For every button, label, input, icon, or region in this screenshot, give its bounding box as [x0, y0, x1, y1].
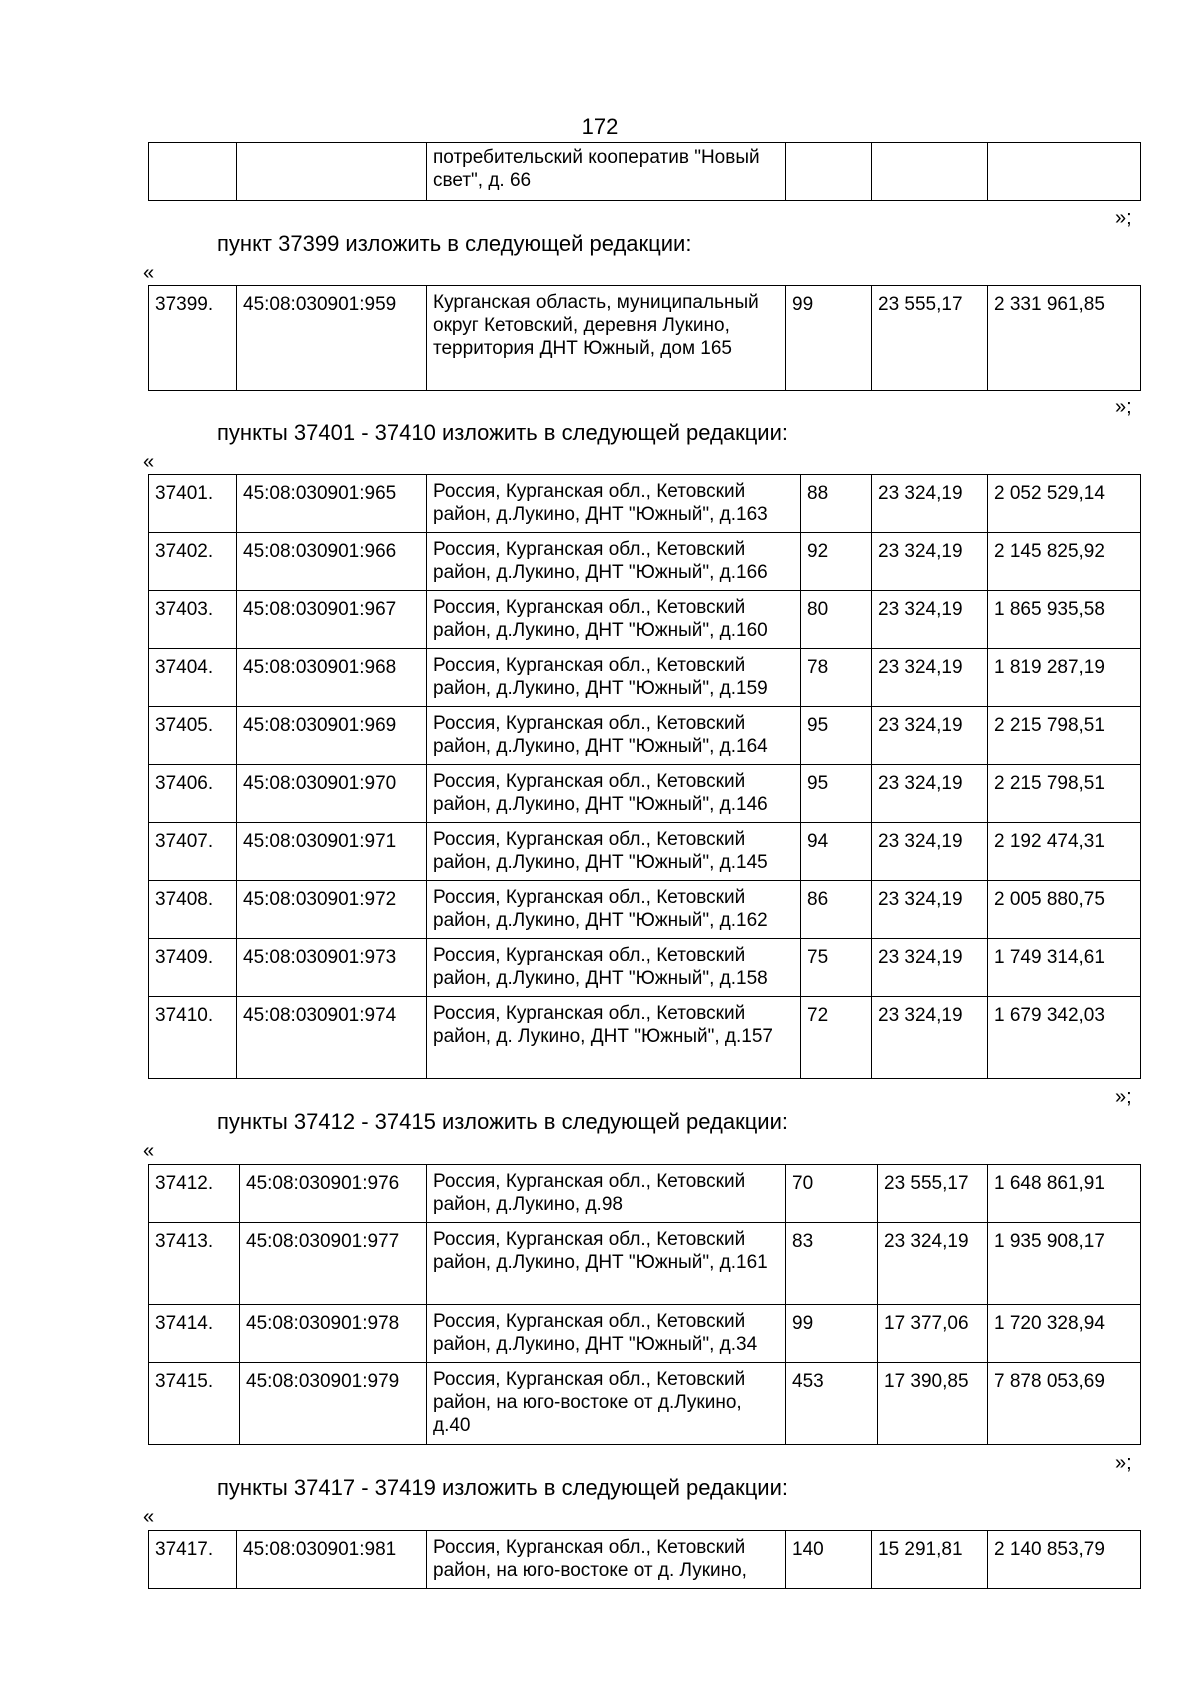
table-row [149, 707, 1141, 765]
cell-address: Россия, Курганская обл., Кетовский район, д.Лукино, ДНТ "Южный", д.159 [427, 649, 801, 707]
cell-num: 37408. [149, 881, 237, 939]
cell-value: 2 005 880,75 [988, 881, 1141, 939]
cell-num: 37401. [149, 475, 237, 533]
cell-price: 23 324,19 [872, 765, 988, 823]
cell-cadastral [237, 143, 427, 201]
cell-price: 23 324,19 [872, 939, 988, 997]
cell-cadastral: 45:08:030901:974 [237, 997, 427, 1079]
cell-cadastral: 45:08:030901:968 [237, 649, 427, 707]
cell-num: 37405. [149, 707, 237, 765]
cell-address: Россия, Курганская обл., Кетовский район, д.Лукино, д.98 [427, 1165, 786, 1223]
section-intro: пункты 37401 - 37410 изложить в следующей редакции: [217, 420, 789, 445]
cell-cadastral: 45:08:030901:973 [237, 939, 427, 997]
cell-area: 99 [786, 1305, 878, 1363]
cell-area: 94 [801, 823, 872, 881]
cell-price: 23 324,19 [872, 881, 988, 939]
table-row [149, 1363, 1141, 1445]
table-row [149, 997, 1141, 1079]
cell-price: 15 291,81 [872, 1531, 988, 1589]
table-row [149, 533, 1141, 591]
cell-price: 23 555,17 [872, 286, 988, 391]
cell-address: потребительский кооператив "Новый свет", д. 66 [427, 143, 786, 201]
cell-address: Россия, Курганская обл., Кетовский район, д.Лукино, ДНТ "Южный", д.34 [427, 1305, 786, 1363]
opening-quote: « [143, 1506, 155, 1528]
cell-price: 23 324,19 [878, 1223, 988, 1305]
section-intro: пункты 37417 - 37419 изложить в следующей редакции: [217, 1475, 789, 1500]
cell-address: Россия, Курганская обл., Кетовский район, д.Лукино, ДНТ "Южный", д.166 [427, 533, 801, 591]
cell-value: 1 679 342,03 [988, 997, 1141, 1079]
table-row [149, 823, 1141, 881]
cell-area [786, 143, 872, 201]
section-table [148, 285, 1141, 391]
cell-address: Россия, Курганская обл., Кетовский район, на юго-востоке от д. Лукино, [427, 1531, 786, 1589]
table-row [149, 591, 1141, 649]
cell-area: 83 [786, 1223, 878, 1305]
table-row [149, 939, 1141, 997]
cell-num: 37410. [149, 997, 237, 1079]
cell-value: 1 935 908,17 [988, 1223, 1141, 1305]
cell-area: 86 [801, 881, 872, 939]
cell-price: 23 324,19 [872, 707, 988, 765]
cell-cadastral: 45:08:030901:981 [237, 1531, 427, 1589]
cell-num: 37407. [149, 823, 237, 881]
cell-address: Россия, Курганская обл., Кетовский район, д.Лукино, ДНТ "Южный", д.146 [427, 765, 801, 823]
cell-value: 2 140 853,79 [988, 1531, 1141, 1589]
cell-value [988, 143, 1141, 201]
cell-address: Россия, Курганская обл., Кетовский район, д.Лукино, ДНТ "Южный", д.161 [427, 1223, 786, 1305]
section-intro: пункт 37399 изложить в следующей редакции: [217, 231, 692, 256]
table-row [149, 1223, 1141, 1305]
cell-price: 23 324,19 [872, 533, 988, 591]
cell-num: 37402. [149, 533, 237, 591]
cell-price: 23 324,19 [872, 475, 988, 533]
cell-cadastral: 45:08:030901:976 [240, 1165, 427, 1223]
cell-area: 70 [786, 1165, 878, 1223]
table-row [149, 765, 1141, 823]
cell-num [149, 143, 237, 201]
cell-num: 37409. [149, 939, 237, 997]
closing-quote: »; [1115, 1086, 1132, 1108]
cell-area: 80 [801, 591, 872, 649]
cell-area: 88 [801, 475, 872, 533]
cell-num: 37417. [149, 1531, 237, 1589]
cell-area: 95 [801, 765, 872, 823]
closing-quote: »; [1115, 207, 1132, 229]
cell-value: 1 648 861,91 [988, 1165, 1141, 1223]
cell-cadastral: 45:08:030901:965 [237, 475, 427, 533]
cell-value: 1 819 287,19 [988, 649, 1141, 707]
cell-value: 1 720 328,94 [988, 1305, 1141, 1363]
cell-cadastral: 45:08:030901:977 [240, 1223, 427, 1305]
cell-value: 2 215 798,51 [988, 707, 1141, 765]
cell-address: Россия, Курганская обл., Кетовский район, д.Лукино, ДНТ "Южный", д.158 [427, 939, 801, 997]
table-row [149, 881, 1141, 939]
cell-num: 37415. [149, 1363, 240, 1445]
cell-area: 75 [801, 939, 872, 997]
cell-value: 2 052 529,14 [988, 475, 1141, 533]
cell-price: 23 555,17 [878, 1165, 988, 1223]
cell-num: 37399. [149, 286, 237, 391]
cell-value: 2 215 798,51 [988, 765, 1141, 823]
cell-num: 37412. [149, 1165, 240, 1223]
cell-address: Россия, Курганская обл., Кетовский район, д.Лукино, ДНТ "Южный", д.164 [427, 707, 801, 765]
cell-cadastral: 45:08:030901:970 [237, 765, 427, 823]
cell-value: 7 878 053,69 [988, 1363, 1141, 1445]
table-row [149, 475, 1141, 533]
cell-price: 17 377,06 [878, 1305, 988, 1363]
cell-cadastral: 45:08:030901:967 [237, 591, 427, 649]
cell-num: 37406. [149, 765, 237, 823]
cell-address: Россия, Курганская обл., Кетовский район, д.Лукино, ДНТ "Южный", д.160 [427, 591, 801, 649]
cell-num: 37403. [149, 591, 237, 649]
cell-area: 78 [801, 649, 872, 707]
table-row [149, 1305, 1141, 1363]
table-row [149, 1165, 1141, 1223]
cell-address: Россия, Курганская обл., Кетовский район, д.Лукино, ДНТ "Южный", д.163 [427, 475, 801, 533]
table-row [149, 286, 1141, 391]
cell-value: 2 331 961,85 [988, 286, 1141, 391]
cell-num: 37414. [149, 1305, 240, 1363]
cell-cadastral: 45:08:030901:979 [240, 1363, 427, 1445]
cell-price: 23 324,19 [872, 649, 988, 707]
cell-address: Курганская область, муниципальный округ Кетовский, деревня Лукино, территория ДНТ Южный, дом 165 [427, 286, 786, 391]
section-table [148, 474, 1141, 1079]
page-number: 172 [581, 114, 619, 139]
cell-cadastral: 45:08:030901:978 [240, 1305, 427, 1363]
table-row [149, 1531, 1141, 1589]
cell-address: Россия, Курганская обл., Кетовский район, д.Лукино, ДНТ "Южный", д.162 [427, 881, 801, 939]
opening-quote: « [143, 1140, 155, 1162]
cell-area: 92 [801, 533, 872, 591]
cell-price: 17 390,85 [878, 1363, 988, 1445]
cell-area: 95 [801, 707, 872, 765]
section-table [148, 1164, 1141, 1445]
cell-price: 23 324,19 [872, 823, 988, 881]
section-intro: пункты 37412 - 37415 изложить в следующей редакции: [217, 1109, 789, 1134]
cell-cadastral: 45:08:030901:969 [237, 707, 427, 765]
continuation-table [148, 142, 1141, 201]
cell-value: 2 192 474,31 [988, 823, 1141, 881]
cell-cadastral: 45:08:030901:972 [237, 881, 427, 939]
cell-price: 23 324,19 [872, 997, 988, 1079]
cell-cadastral: 45:08:030901:966 [237, 533, 427, 591]
cell-area: 140 [786, 1531, 872, 1589]
opening-quote: « [143, 451, 155, 473]
closing-quote: »; [1115, 1452, 1132, 1474]
cell-cadastral: 45:08:030901:971 [237, 823, 427, 881]
cell-value: 1 865 935,58 [988, 591, 1141, 649]
cell-num: 37413. [149, 1223, 240, 1305]
cell-address: Россия, Курганская обл., Кетовский район, на юго-востоке от д.Лукино, д.40 [427, 1363, 786, 1445]
cell-area: 99 [786, 286, 872, 391]
table-row [149, 143, 1141, 201]
cell-value: 2 145 825,92 [988, 533, 1141, 591]
cell-area: 72 [801, 997, 872, 1079]
opening-quote: « [143, 262, 155, 284]
cell-value: 1 749 314,61 [988, 939, 1141, 997]
cell-address: Россия, Курганская обл., Кетовский район, д.Лукино, ДНТ "Южный", д.145 [427, 823, 801, 881]
section-table [148, 1530, 1141, 1589]
cell-price [872, 143, 988, 201]
cell-address: Россия, Курганская обл., Кетовский район, д. Лукино, ДНТ "Южный", д.157 [427, 997, 801, 1079]
closing-quote: »; [1115, 396, 1132, 418]
cell-num: 37404. [149, 649, 237, 707]
table-row [149, 649, 1141, 707]
cell-area: 453 [786, 1363, 878, 1445]
cell-price: 23 324,19 [872, 591, 988, 649]
cell-cadastral: 45:08:030901:959 [237, 286, 427, 391]
